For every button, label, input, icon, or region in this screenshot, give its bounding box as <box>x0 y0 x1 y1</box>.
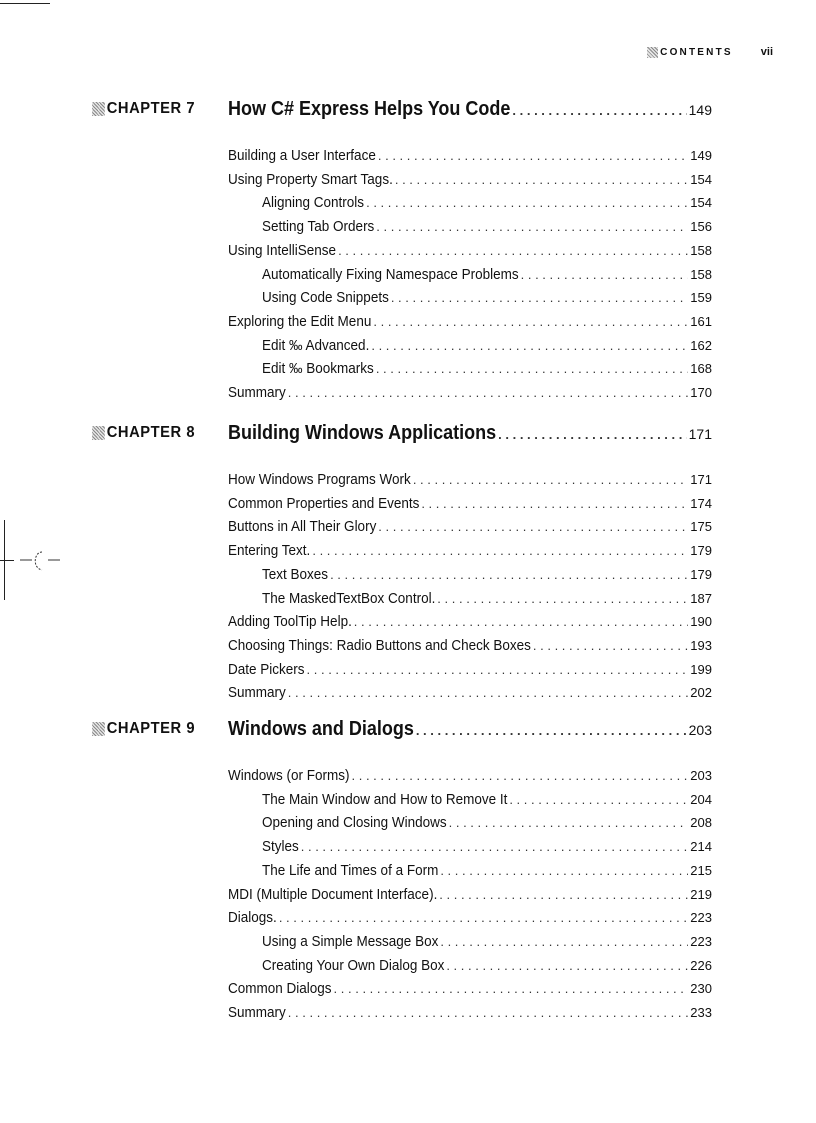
page-number: 171 <box>688 426 712 442</box>
entry-title: Text Boxes <box>262 565 329 583</box>
toc-subentry[interactable] <box>262 813 712 833</box>
entry-title: The MaskedTextBox Control. <box>262 589 436 607</box>
entry-title: Opening and Closing Windows <box>262 814 447 832</box>
entry-title: The Main Window and How to Remove It <box>262 790 508 808</box>
chapter-marker-icon <box>92 102 105 116</box>
leader-dots <box>446 956 688 976</box>
page-folio: vii <box>760 46 773 58</box>
toc-subentry[interactable] <box>262 837 712 857</box>
entry-title: Using Property Smart Tags. <box>228 170 393 188</box>
chapter-title-row[interactable] <box>228 96 712 124</box>
leader-dots <box>395 170 688 190</box>
page-number: 214 <box>690 839 712 855</box>
entry-title: Common Properties and Events <box>228 494 420 512</box>
leader-dots <box>307 660 689 680</box>
leader-dots <box>391 288 688 308</box>
registration-mark-icon <box>18 546 62 576</box>
leader-dots <box>509 790 688 810</box>
chapter-title: Windows and Dialogs <box>228 718 414 740</box>
running-head-section: CONTENTS <box>660 46 733 58</box>
toc-entry[interactable] <box>228 766 712 786</box>
entry-title: Using a Simple Message Box <box>262 932 439 950</box>
page-number: 204 <box>690 791 712 807</box>
toc-entry[interactable] <box>228 170 712 190</box>
entry-title: The Life and Times of a Form <box>262 861 439 879</box>
page-number: 149 <box>688 102 712 118</box>
toc-subentry[interactable] <box>262 359 712 379</box>
leader-dots <box>449 813 689 833</box>
toc-subentry[interactable] <box>262 565 712 585</box>
toc-entry[interactable] <box>228 146 712 166</box>
leader-dots <box>330 565 688 585</box>
toc-entry[interactable] <box>228 494 712 514</box>
toc-entry[interactable] <box>228 660 712 680</box>
toc-entry[interactable] <box>228 541 712 561</box>
chapter-label <box>92 100 195 118</box>
leader-dots <box>301 837 689 857</box>
leader-dots <box>279 908 688 928</box>
page-number: 161 <box>690 313 712 329</box>
leader-dots <box>498 422 686 448</box>
leader-dots <box>512 98 686 124</box>
page-number: 158 <box>690 266 712 282</box>
page-number: 156 <box>690 219 712 235</box>
toc-entry[interactable] <box>228 383 712 403</box>
chapter-number: CHAPTER 7 <box>106 100 196 117</box>
leader-dots <box>533 636 688 656</box>
leader-dots <box>376 359 688 379</box>
page-number: 223 <box>690 933 712 949</box>
leader-dots <box>288 1003 689 1023</box>
entry-title: Using Code Snippets <box>262 289 389 307</box>
page-number: 149 <box>690 148 712 163</box>
leader-dots <box>338 241 688 261</box>
entry-title: Buttons in All Their Glory <box>228 518 377 536</box>
page-number: 226 <box>690 957 712 973</box>
leader-dots <box>371 336 688 356</box>
leader-dots <box>312 541 688 561</box>
toc-subentry[interactable] <box>262 217 712 237</box>
page-number: 162 <box>690 337 712 353</box>
leader-dots <box>440 932 688 952</box>
section-marker-icon <box>647 47 658 58</box>
leader-dots <box>416 718 687 744</box>
running-head <box>647 46 773 58</box>
page-number: 179 <box>690 543 712 559</box>
chapter-title-row[interactable] <box>228 716 712 744</box>
leader-dots <box>413 470 688 490</box>
entry-title: Summary <box>228 684 286 702</box>
leader-dots <box>378 517 688 537</box>
toc-subentry[interactable] <box>262 336 712 356</box>
leader-dots <box>439 885 688 905</box>
chapter-title-row[interactable] <box>228 420 712 448</box>
page-number: 199 <box>690 661 712 677</box>
page-number: 190 <box>690 614 712 630</box>
entry-title: Summary <box>228 384 286 401</box>
leader-dots <box>440 861 688 881</box>
leader-dots <box>521 265 689 285</box>
page-number: 179 <box>690 566 712 582</box>
page-number: 187 <box>690 590 712 606</box>
chapter-label <box>92 424 195 442</box>
toc-subentry[interactable] <box>262 956 712 976</box>
page-number: 170 <box>690 385 712 400</box>
page-number: 193 <box>690 637 712 653</box>
entry-title: Date Pickers <box>228 660 305 678</box>
toc-entry[interactable] <box>228 470 712 490</box>
entry-title: Windows (or Forms) <box>228 767 350 784</box>
toc-entry[interactable] <box>228 885 712 905</box>
leader-dots <box>378 146 688 166</box>
chapter-marker-icon <box>92 426 105 440</box>
entry-title: Setting Tab Orders <box>262 218 375 236</box>
leader-dots <box>288 383 689 403</box>
toc-entry[interactable] <box>228 908 712 928</box>
toc-entry[interactable] <box>228 636 712 656</box>
page-number: 219 <box>690 886 712 902</box>
entry-title: Creating Your Own Dialog Box <box>262 956 445 974</box>
entry-title: Common Dialogs <box>228 980 332 998</box>
entry-title: Automatically Fixing Namespace Problems <box>262 265 519 283</box>
page-number: 203 <box>690 768 712 783</box>
entry-title: Using IntelliSense <box>228 241 337 259</box>
toc-entry[interactable] <box>228 241 712 261</box>
page-number: 208 <box>690 815 712 831</box>
toc-subentry[interactable] <box>262 932 712 952</box>
page-number: 230 <box>690 981 712 997</box>
page-number: 159 <box>690 290 712 306</box>
page-number: 154 <box>690 195 712 211</box>
toc-subentry[interactable] <box>262 790 712 810</box>
entry-title: Edit ‰ Advanced. <box>262 336 370 354</box>
toc-subentry[interactable] <box>262 861 712 881</box>
toc-entry[interactable] <box>228 312 712 332</box>
page-number: 154 <box>690 171 712 187</box>
entry-title: Styles <box>262 838 299 856</box>
leader-dots <box>366 193 688 213</box>
toc-entry[interactable] <box>228 517 712 537</box>
chapter-title: How C# Express Helps You Code <box>228 98 511 120</box>
chapter-marker-icon <box>92 722 105 736</box>
toc-entry[interactable] <box>228 1003 712 1023</box>
page-number: 233 <box>690 1005 712 1020</box>
entry-title: MDI (Multiple Document Interface). <box>228 885 438 903</box>
leader-dots <box>288 683 689 703</box>
entry-title: Adding ToolTip Help. <box>228 613 352 631</box>
leader-dots <box>354 612 689 632</box>
entry-title: Building a User Interface <box>228 147 376 164</box>
leader-dots <box>352 766 689 786</box>
chapter-number: CHAPTER 9 <box>106 720 196 737</box>
page-number: 202 <box>690 685 712 701</box>
chapter-title: Building Windows Applications <box>228 422 497 444</box>
leader-dots <box>373 312 688 332</box>
toc-entry[interactable] <box>228 683 712 703</box>
page-number: 168 <box>690 361 712 377</box>
page-number: 203 <box>688 722 712 738</box>
toc-entry[interactable] <box>228 979 712 999</box>
toc-subentry[interactable] <box>262 265 712 285</box>
page-number: 223 <box>690 910 712 926</box>
leader-dots <box>376 217 688 237</box>
crop-mark-left-tick <box>0 560 14 561</box>
toc-subentry[interactable] <box>262 288 712 308</box>
leader-dots <box>334 979 689 999</box>
page-number: 171 <box>690 472 712 487</box>
page-number: 158 <box>690 242 712 258</box>
toc-subentry[interactable] <box>262 589 712 609</box>
leader-dots <box>437 589 688 609</box>
entry-title: Choosing Things: Radio Buttons and Check Boxes <box>228 636 531 654</box>
chapter-number: CHAPTER 8 <box>106 424 196 441</box>
chapter-label <box>92 720 195 738</box>
entry-title: Summary <box>228 1004 286 1021</box>
entry-title: Dialogs. <box>228 909 277 927</box>
page-number: 215 <box>690 862 712 878</box>
page-number: 174 <box>690 495 712 511</box>
leader-dots <box>421 494 688 514</box>
page-number: 175 <box>690 519 712 535</box>
entry-title: Edit ‰ Bookmarks <box>262 360 374 378</box>
toc-subentry[interactable] <box>262 193 712 213</box>
crop-mark-top <box>0 3 50 4</box>
entry-title: How Windows Programs Work <box>228 471 411 488</box>
entry-title: Entering Text. <box>228 542 311 560</box>
toc-entry[interactable] <box>228 612 712 632</box>
entry-title: Exploring the Edit Menu <box>228 312 372 330</box>
entry-title: Aligning Controls <box>262 194 365 212</box>
